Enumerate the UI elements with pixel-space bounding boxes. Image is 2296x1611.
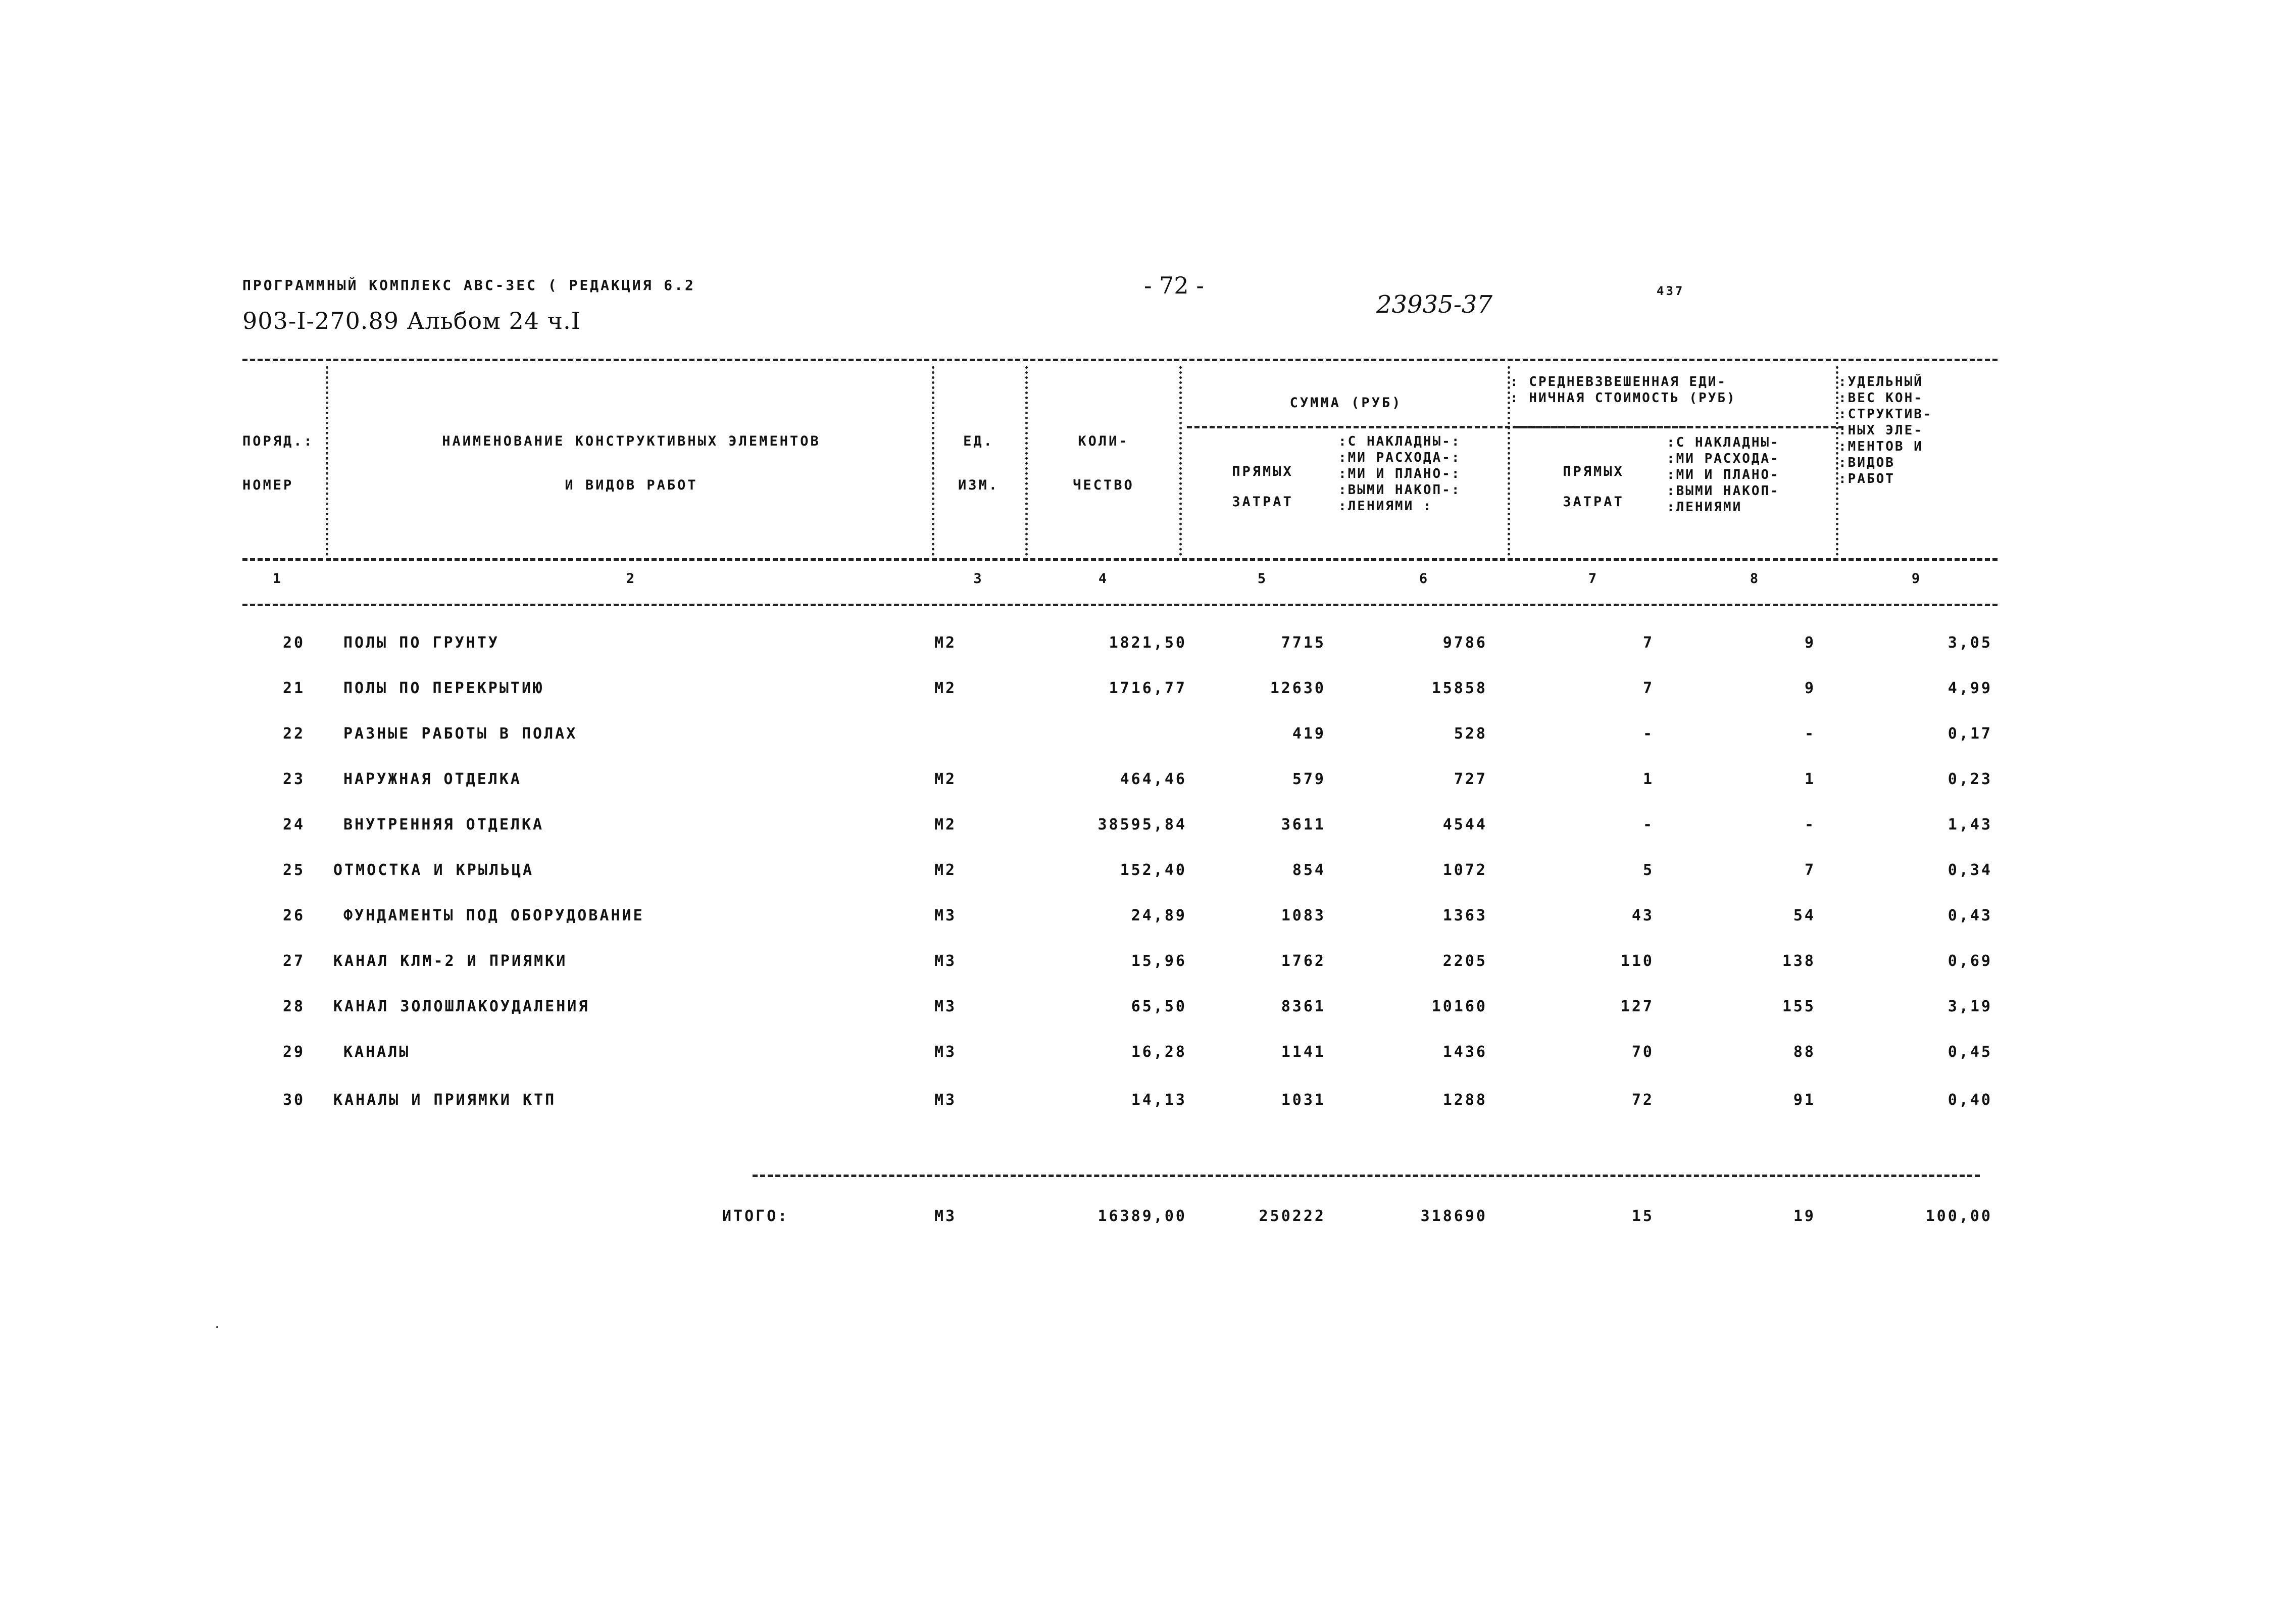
row-unit: М3	[934, 907, 957, 924]
total-unit-overhead: 19	[1793, 1207, 1816, 1225]
row-unit-direct: 110	[1620, 952, 1654, 970]
total-unit-direct: 15	[1631, 1207, 1654, 1225]
col7-heading: ПРЯМЫХ ЗАТРАТ	[1563, 464, 1624, 510]
row-share: 0,43	[1948, 907, 1992, 924]
col6-heading: :С НАКЛАДНЫ-: :МИ РАСХОДА-: :МИ И ПЛАНО-: :ВЫМИ НАКОП-: :ЛЕНИЯМИ :	[1338, 434, 1461, 514]
row-number: 21	[283, 679, 306, 697]
row-unit-overhead: 7	[1804, 861, 1816, 879]
row-overhead-cost: 727	[1454, 770, 1487, 788]
row-quantity: 15,96	[1131, 952, 1187, 970]
col-sep-3	[1025, 366, 1028, 556]
album-line: 903-I-270.89 Альбом 24 ч.I	[242, 307, 581, 334]
row-unit-direct: 5	[1642, 861, 1654, 879]
table-row	[0, 861, 2296, 887]
row-unit: М2	[934, 770, 957, 788]
row-name: РАЗНЫЕ РАБОТЫ В ПОЛАХ	[343, 725, 578, 743]
col-sep-4	[1179, 366, 1182, 556]
sheet-code: 437	[1657, 284, 1685, 298]
header-bottom-rule	[242, 558, 1998, 561]
total-quantity: 16389,00	[1097, 1207, 1187, 1225]
program-complex-line: ПРОГРАММНЫЙ КОМПЛЕКС АВС-ЗЕС ( РЕДАКЦИЯ 6.2	[242, 277, 695, 294]
table-row	[0, 634, 2296, 659]
colnum-1: 1	[272, 571, 283, 587]
colnum-9: 9	[1911, 571, 1922, 587]
row-unit-direct: 7	[1642, 634, 1654, 652]
total-label: ИТОГО:	[722, 1207, 789, 1225]
table-row	[0, 816, 2296, 841]
row-unit: М2	[934, 634, 957, 652]
row-unit: М3	[934, 1091, 957, 1109]
colnum-3: 3	[973, 571, 984, 587]
row-quantity: 24,89	[1131, 907, 1187, 924]
col4-heading: КОЛИ- ЧЕСТВО	[1073, 433, 1134, 493]
row-unit-direct: 72	[1631, 1091, 1654, 1109]
row-direct-cost: 3611	[1281, 816, 1326, 834]
row-unit: М3	[934, 1043, 957, 1061]
row-number: 24	[283, 816, 306, 834]
colnum-7: 7	[1588, 571, 1599, 587]
row-direct-cost: 7715	[1281, 634, 1326, 652]
row-quantity: 38595,84	[1097, 816, 1187, 834]
row-unit-direct: 70	[1631, 1043, 1654, 1061]
row-unit-overhead: 138	[1782, 952, 1816, 970]
row-unit-overhead: -	[1804, 725, 1816, 743]
row-share: 0,45	[1948, 1043, 1992, 1061]
row-share: 0,34	[1948, 861, 1992, 879]
row-number: 30	[283, 1091, 306, 1109]
total-rule	[753, 1175, 1980, 1177]
row-share: 0,40	[1948, 1091, 1992, 1109]
row-quantity: 14,13	[1131, 1091, 1187, 1109]
row-quantity: 16,28	[1131, 1043, 1187, 1061]
row-share: 1,43	[1948, 816, 1992, 834]
table-row	[0, 679, 2296, 705]
row-unit: М2	[934, 679, 957, 697]
row-name: КАНАЛ КЛМ-2 И ПРИЯМКИ	[333, 952, 568, 970]
row-unit-overhead: 1	[1804, 770, 1816, 788]
scan-speck	[216, 1326, 218, 1328]
row-direct-cost: 579	[1292, 770, 1326, 788]
row-quantity: 1821,50	[1109, 634, 1187, 652]
row-name: ПОЛЫ ПО ПЕРЕКРЫТИЮ	[343, 679, 544, 697]
row-number: 23	[283, 770, 306, 788]
row-unit-direct: 7	[1642, 679, 1654, 697]
table-row	[0, 770, 2296, 796]
row-direct-cost: 8361	[1281, 998, 1326, 1015]
row-quantity: 464,46	[1120, 770, 1187, 788]
col8-heading: :С НАКЛАДНЫ- :МИ РАСХОДА- :МИ И ПЛАНО- :ВЫМИ НАКОП- :ЛЕНИЯМИ	[1667, 435, 1780, 515]
row-number: 28	[283, 998, 306, 1015]
page-number: - 72 -	[1144, 272, 1204, 299]
row-number: 26	[283, 907, 306, 924]
table-row	[0, 907, 2296, 932]
row-quantity: 1716,77	[1109, 679, 1187, 697]
row-unit: М2	[934, 861, 957, 879]
col9-heading: :УДЕЛЬНЫЙ :ВЕС КОН- :СТРУКТИВ- :НЫХ ЭЛЕ- :МЕНТОВ И :ВИДОВ :РАБОТ	[1838, 374, 1933, 486]
row-number: 29	[283, 1043, 306, 1061]
table-row	[0, 1043, 2296, 1068]
avg-group-heading: : СРЕДНЕВЗВЕШЕННАЯ ЕДИ- : НИЧНАЯ СТОИМОСТЬ (РУБ)	[1510, 374, 1736, 406]
total-direct-cost: 250222	[1259, 1207, 1326, 1225]
row-number: 22	[283, 725, 306, 743]
row-unit-overhead: 9	[1804, 634, 1816, 652]
row-name: НАРУЖНАЯ ОТДЕЛКА	[343, 770, 522, 788]
row-overhead-cost: 1363	[1442, 907, 1487, 924]
row-number: 27	[283, 952, 306, 970]
row-overhead-cost: 4544	[1442, 816, 1487, 834]
row-unit: М3	[934, 952, 957, 970]
colnum-2: 2	[626, 571, 637, 587]
table-row	[0, 725, 2296, 750]
row-number: 25	[283, 861, 306, 879]
avg-group-rule	[1515, 426, 1843, 428]
row-name: ВНУТРЕННЯЯ ОТДЕЛКА	[343, 816, 544, 834]
row-share: 0,23	[1948, 770, 1992, 788]
row-name: ПОЛЫ ПО ГРУНТУ	[343, 634, 500, 652]
row-overhead-cost: 528	[1454, 725, 1487, 743]
row-name: ФУНДАМЕНТЫ ПОД ОБОРУДОВАНИЕ	[343, 907, 644, 924]
row-share: 3,05	[1948, 634, 1992, 652]
row-unit-direct: -	[1642, 816, 1654, 834]
row-direct-cost: 419	[1292, 725, 1326, 743]
row-unit-overhead: 88	[1793, 1043, 1816, 1061]
document-code: 23935-37	[1376, 290, 1492, 319]
row-share: 0,69	[1948, 952, 1992, 970]
row-direct-cost: 1031	[1281, 1091, 1326, 1109]
sum-group-heading: СУММА (РУБ)	[1289, 395, 1403, 411]
row-unit-overhead: -	[1804, 816, 1816, 834]
row-name: КАНАЛ ЗОЛОШЛАКОУДАЛЕНИЯ	[333, 998, 590, 1015]
row-direct-cost: 854	[1292, 861, 1326, 879]
row-unit: М3	[934, 998, 957, 1015]
col5-heading: ПРЯМЫХ ЗАТРАТ	[1232, 464, 1293, 510]
table-row	[0, 952, 2296, 978]
row-unit-direct: 1	[1642, 770, 1654, 788]
row-name: КАНАЛЫ И ПРИЯМКИ КТП	[333, 1091, 557, 1109]
row-name: КАНАЛЫ	[343, 1043, 411, 1061]
row-quantity: 152,40	[1120, 861, 1187, 879]
row-unit-direct: 43	[1631, 907, 1654, 924]
row-unit: М2	[934, 816, 957, 834]
total-share: 100,00	[1925, 1207, 1992, 1225]
row-direct-cost: 12630	[1270, 679, 1326, 697]
row-overhead-cost: 1072	[1442, 861, 1487, 879]
col1-heading: ПОРЯД.: НОМЕР	[242, 433, 314, 493]
row-direct-cost: 1141	[1281, 1043, 1326, 1061]
row-share: 0,17	[1948, 725, 1992, 743]
row-number: 20	[283, 634, 306, 652]
table-row	[0, 998, 2296, 1023]
row-unit-overhead: 91	[1793, 1091, 1816, 1109]
row-unit-overhead: 155	[1782, 998, 1816, 1015]
row-overhead-cost: 10160	[1431, 998, 1487, 1015]
total-row	[0, 1207, 2296, 1233]
row-name: ОТМОСТКА И КРЫЛЬЦА	[333, 861, 534, 879]
colnum-6: 6	[1419, 571, 1430, 587]
row-unit-overhead: 9	[1804, 679, 1816, 697]
row-direct-cost: 1762	[1281, 952, 1326, 970]
row-unit-overhead: 54	[1793, 907, 1816, 924]
row-share: 3,19	[1948, 998, 1992, 1015]
row-overhead-cost: 1288	[1442, 1091, 1487, 1109]
col3-heading: ЕД. ИЗМ.	[958, 433, 1000, 493]
row-share: 4,99	[1948, 679, 1992, 697]
row-unit-direct: 127	[1620, 998, 1654, 1015]
row-overhead-cost: 9786	[1442, 634, 1487, 652]
colnum-8: 8	[1750, 571, 1761, 587]
row-unit-direct: -	[1642, 725, 1654, 743]
table-row	[0, 1091, 2296, 1116]
row-direct-cost: 1083	[1281, 907, 1326, 924]
col-sep-1	[326, 366, 328, 556]
row-overhead-cost: 2205	[1442, 952, 1487, 970]
colnum-5: 5	[1257, 571, 1268, 587]
row-overhead-cost: 15858	[1431, 679, 1487, 697]
row-quantity: 65,50	[1131, 998, 1187, 1015]
row-overhead-cost: 1436	[1442, 1043, 1487, 1061]
total-overhead-cost: 318690	[1420, 1207, 1487, 1225]
header-top-rule	[242, 359, 1998, 361]
total-unit: М3	[934, 1207, 957, 1225]
column-number-rule	[242, 604, 1998, 606]
colnum-4: 4	[1098, 571, 1109, 587]
col2-heading: НАИМЕНОВАНИЕ КОНСТРУКТИВНЫХ ЭЛЕМЕНТОВ И ВИДОВ РАБОТ	[442, 433, 821, 493]
